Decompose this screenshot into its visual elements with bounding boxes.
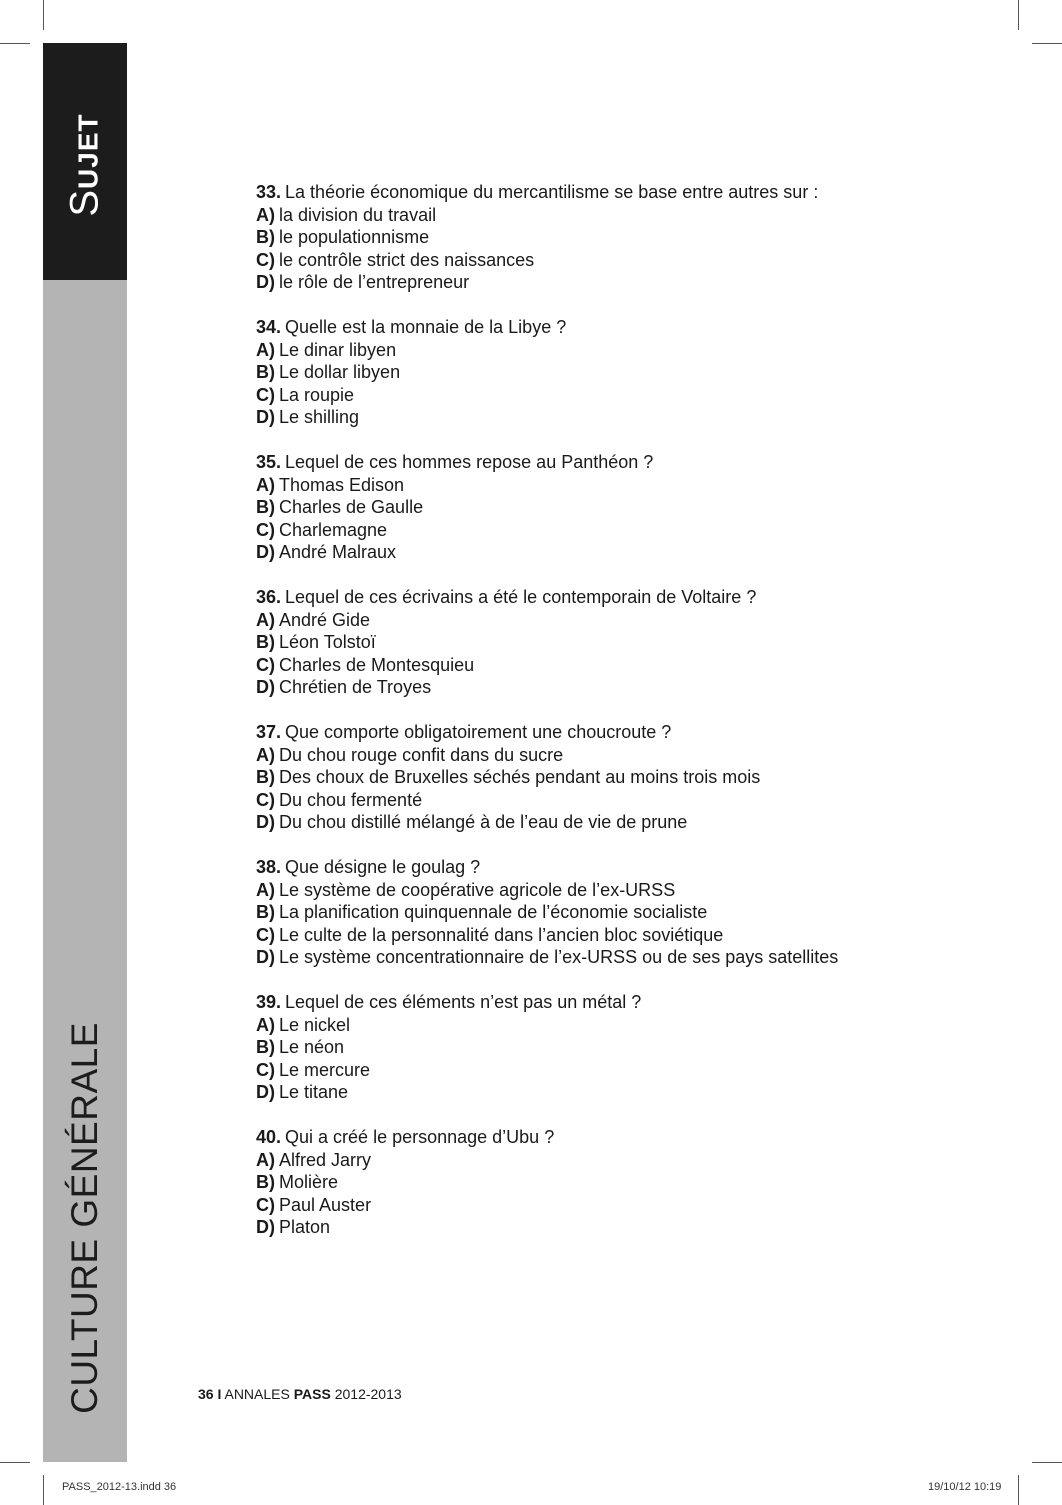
- question-number: 33.: [256, 182, 282, 202]
- answer-option: [256, 1081, 956, 1104]
- page-number: 36: [198, 1386, 214, 1402]
- option-label: B): [256, 902, 275, 922]
- option-label: D): [256, 1217, 275, 1237]
- option-text: Le dollar libyen: [279, 362, 401, 382]
- option-text: le rôle de l’entrepreneur: [279, 272, 470, 292]
- question-line: [256, 721, 956, 744]
- option-text: Le titane: [279, 1082, 349, 1102]
- answer-option: [256, 766, 956, 789]
- answer-option: [256, 271, 956, 294]
- answer-option: [256, 1216, 956, 1239]
- answer-option: [256, 879, 956, 902]
- question-line: [256, 316, 956, 339]
- footer-years: 2012-2013: [334, 1386, 402, 1402]
- footer-separator: I: [217, 1386, 222, 1402]
- option-label: B): [256, 1037, 275, 1057]
- section-title: [63, 113, 108, 216]
- option-label: A): [256, 474, 275, 495]
- option-text: Le shilling: [279, 407, 360, 427]
- question-block: [256, 991, 956, 1104]
- option-text: Le mercure: [279, 1059, 371, 1080]
- answer-option: [256, 924, 956, 947]
- footer-pass: PASS: [293, 1386, 331, 1402]
- question-line: [256, 451, 956, 474]
- option-text: André Gide: [279, 609, 371, 630]
- crop-mark: [43, 0, 44, 30]
- crop-mark: [1032, 1462, 1062, 1463]
- question-block: [256, 856, 956, 969]
- answer-option: [256, 609, 956, 632]
- option-label: B): [256, 497, 275, 517]
- option-label: A): [256, 204, 275, 225]
- question-block: [256, 586, 956, 699]
- question-text: Lequel de ces hommes repose au Panthéon ?: [285, 452, 654, 472]
- answer-option: [256, 946, 956, 969]
- answer-option: [256, 496, 956, 519]
- question-line: [256, 1126, 956, 1149]
- answer-option: [256, 361, 956, 384]
- question-number: 38.: [256, 857, 282, 877]
- option-label: B): [256, 1172, 275, 1192]
- crop-mark: [43, 1475, 44, 1505]
- answer-option: [256, 789, 956, 812]
- answer-option: [256, 1194, 956, 1217]
- option-label: C): [256, 519, 275, 540]
- question-text: Qui a créé le personnage d’Ubu ?: [285, 1127, 555, 1147]
- option-label: D): [256, 677, 275, 697]
- question-number: 36.: [256, 587, 282, 607]
- option-label: C): [256, 924, 275, 945]
- question-list: [256, 181, 956, 1261]
- answer-option: [256, 1171, 956, 1194]
- category-title: CULTURE GÉNÉRALE: [64, 1022, 105, 1414]
- question-block: [256, 181, 956, 294]
- option-text: André Malraux: [279, 542, 397, 562]
- answer-option: [256, 631, 956, 654]
- crop-mark: [1032, 43, 1062, 44]
- option-label: D): [256, 812, 275, 832]
- option-label: A): [256, 609, 275, 630]
- question-line: [256, 856, 956, 879]
- option-label: D): [256, 947, 275, 967]
- answer-option: [256, 1014, 956, 1037]
- option-label: A): [256, 1149, 275, 1170]
- answer-option: [256, 1059, 956, 1082]
- option-text: Molière: [279, 1172, 339, 1192]
- answer-option: [256, 474, 956, 497]
- option-text: Paul Auster: [279, 1194, 372, 1215]
- option-label: B): [256, 362, 275, 382]
- answer-option: [256, 249, 956, 272]
- section-title-rest: UJET: [72, 113, 104, 189]
- option-text: La roupie: [279, 384, 355, 405]
- section-title-initial: S: [62, 188, 107, 217]
- option-text: La planification quinquennale de l’économie socialiste: [279, 902, 708, 922]
- option-text: la division du travail: [279, 204, 437, 225]
- option-label: D): [256, 542, 275, 562]
- answer-option: [256, 339, 956, 362]
- question-block: [256, 451, 956, 564]
- option-label: B): [256, 767, 275, 787]
- question-block: [256, 721, 956, 834]
- answer-option: [256, 654, 956, 677]
- option-text: Le système de coopérative agricole de l’ex-URSS: [279, 879, 676, 900]
- option-label: C): [256, 789, 275, 810]
- question-text: Quelle est la monnaie de la Libye ?: [285, 317, 567, 337]
- option-label: D): [256, 1082, 275, 1102]
- answer-option: [256, 204, 956, 227]
- question-block: [256, 316, 956, 429]
- answer-option: [256, 676, 956, 699]
- answer-option: [256, 811, 956, 834]
- option-label: B): [256, 632, 275, 652]
- question-number: 40.: [256, 1127, 282, 1147]
- question-text: Que comporte obligatoirement une choucroute ?: [285, 722, 672, 742]
- slug-date: 19/10/12 10:19: [928, 1481, 1002, 1493]
- option-text: Des choux de Bruxelles séchés pendant au moins trois mois: [279, 767, 761, 787]
- option-text: Charlemagne: [279, 519, 388, 540]
- option-text: Le dinar libyen: [279, 339, 397, 360]
- question-line: [256, 181, 956, 204]
- option-label: A): [256, 744, 275, 765]
- option-text: Du chou distillé mélangé à de l’eau de vie de prune: [279, 812, 688, 832]
- question-text: Que désigne le goulag ?: [285, 857, 481, 877]
- option-text: Le système concentrationnaire de l’ex-URSS ou de ses pays satellites: [279, 947, 839, 967]
- option-label: C): [256, 1059, 275, 1080]
- question-number: 39.: [256, 992, 282, 1012]
- option-label: C): [256, 384, 275, 405]
- option-label: C): [256, 249, 275, 270]
- option-label: A): [256, 879, 275, 900]
- slug-file: PASS_2012-13.indd 36: [62, 1481, 177, 1493]
- answer-option: [256, 406, 956, 429]
- crop-mark: [1018, 1475, 1019, 1505]
- answer-option: [256, 1149, 956, 1172]
- option-label: D): [256, 272, 275, 292]
- question-number: 34.: [256, 317, 282, 337]
- option-label: C): [256, 654, 275, 675]
- answer-option: [256, 384, 956, 407]
- crop-mark: [0, 1462, 30, 1463]
- option-label: C): [256, 1194, 275, 1215]
- answer-option: [256, 1036, 956, 1059]
- option-text: Du chou rouge confit dans du sucre: [279, 744, 564, 765]
- answer-option: [256, 901, 956, 924]
- answer-option: [256, 541, 956, 564]
- option-label: B): [256, 227, 275, 247]
- crop-mark: [0, 43, 30, 44]
- question-number: 37.: [256, 722, 282, 742]
- option-text: Du chou fermenté: [279, 789, 423, 810]
- question-block: [256, 1126, 956, 1239]
- option-text: le populationnisme: [279, 227, 430, 247]
- option-text: Le nickel: [279, 1014, 351, 1035]
- answer-option: [256, 519, 956, 542]
- option-label: A): [256, 339, 275, 360]
- answer-option: [256, 226, 956, 249]
- option-text: Charles de Montesquieu: [279, 654, 475, 675]
- option-text: Le néon: [279, 1037, 345, 1057]
- option-text: Alfred Jarry: [279, 1149, 372, 1170]
- footer-annales: ANNALES: [224, 1386, 290, 1402]
- question-line: [256, 586, 956, 609]
- question-number: 35.: [256, 452, 282, 472]
- question-line: [256, 991, 956, 1014]
- question-text: Lequel de ces éléments n’est pas un métal ?: [285, 992, 642, 1012]
- option-text: Chrétien de Troyes: [279, 677, 432, 697]
- option-text: Léon Tolstoï: [279, 632, 376, 652]
- option-text: Platon: [279, 1217, 331, 1237]
- question-text: Lequel de ces écrivains a été le contemporain de Voltaire ?: [285, 587, 757, 607]
- question-text: La théorie économique du mercantilisme se base entre autres sur :: [285, 182, 819, 202]
- option-text: le contrôle strict des naissances: [279, 249, 535, 270]
- answer-option: [256, 744, 956, 767]
- option-label: D): [256, 407, 275, 427]
- crop-mark: [1018, 0, 1019, 30]
- option-text: Le culte de la personnalité dans l’ancien bloc soviétique: [279, 924, 724, 945]
- option-text: Charles de Gaulle: [279, 497, 424, 517]
- option-text: Thomas Edison: [279, 474, 405, 495]
- option-label: A): [256, 1014, 275, 1035]
- page-footer: [198, 1386, 402, 1402]
